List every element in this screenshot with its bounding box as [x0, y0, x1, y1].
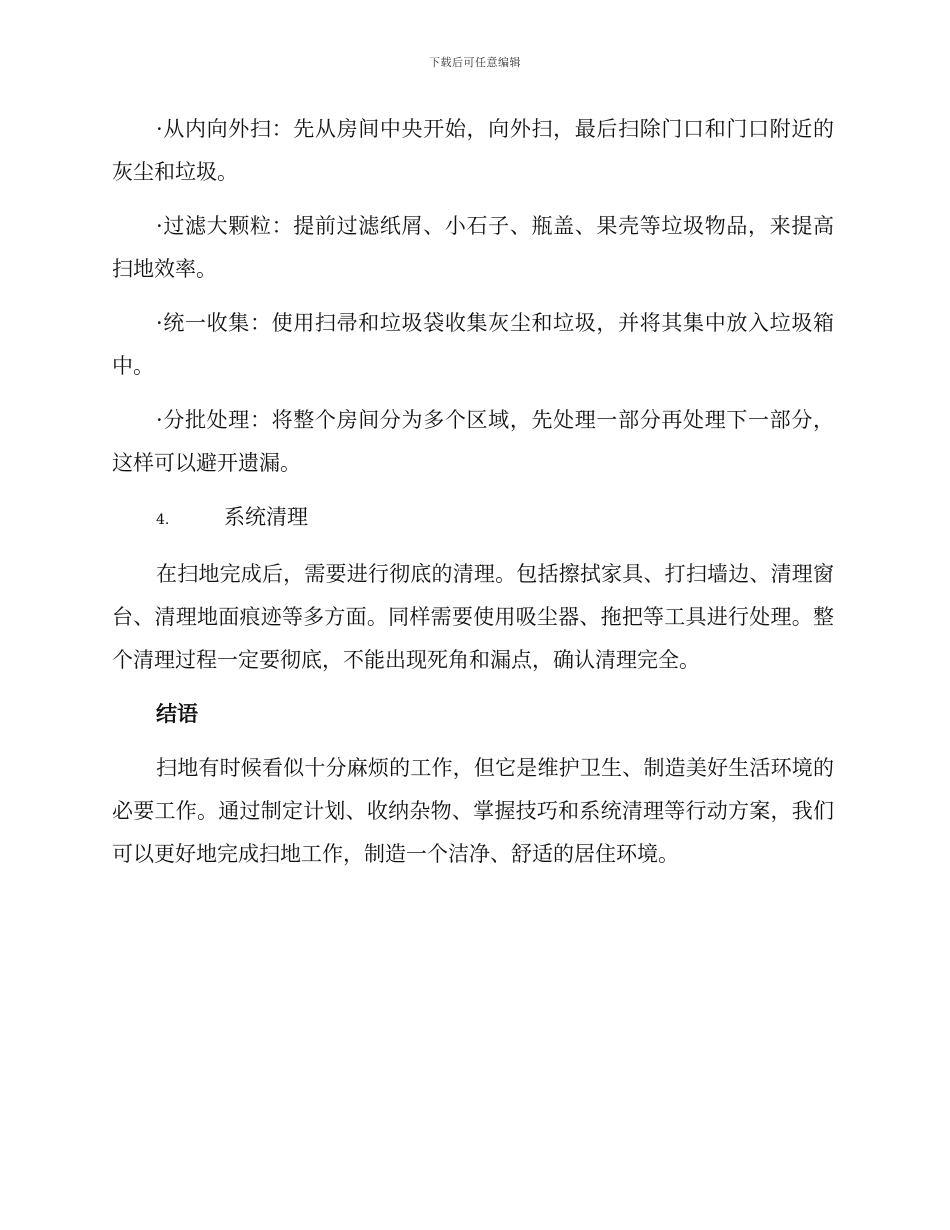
section-4-body: 在扫地完成后，需要进行彻底的清理。包括擦拭家具、打扫墙边、清理窗台、清理地面痕迹等多方面。同样需要使用吸尘器、拖把等工具进行处理。整个清理过程一定要彻底，不能出现死角和漏点，确认清理完全。	[112, 562, 834, 672]
section-title: 系统清理	[224, 505, 308, 529]
document-body	[112, 108, 834, 887]
page-header: 下载后可任意编辑	[429, 56, 521, 69]
bullet-inside-out: ·从内向外扫：先从房间中央开始，向外扫，最后扫除门口和门口附近的灰尘和垃圾。	[112, 117, 834, 184]
conclusion-body: 扫地有时候看似十分麻烦的工作，但它是维护卫生、制造美好生活环境的必要工作。通过制定计划、收纳杂物、掌握技巧和系统清理等行动方案，我们可以更好地完成扫地工作，制造一个洁净、舒适的居住环境。	[112, 756, 834, 866]
section-number: 4.	[156, 512, 170, 528]
section-4-heading	[156, 496, 834, 542]
bullet-unified-collection: ·统一收集：使用扫帚和垃圾袋收集灰尘和垃圾，并将其集中放入垃圾箱中。	[112, 311, 834, 378]
bullet-filter-particles: ·过滤大颗粒：提前过滤纸屑、小石子、瓶盖、果壳等垃圾物品，来提高扫地效率。	[112, 214, 834, 281]
bullet-batch-processing: ·分批处理：将整个房间分为多个区域，先处理一部分再处理下一部分，这样可以避开遗漏。	[112, 408, 834, 475]
conclusion-heading: 结语	[156, 702, 198, 726]
